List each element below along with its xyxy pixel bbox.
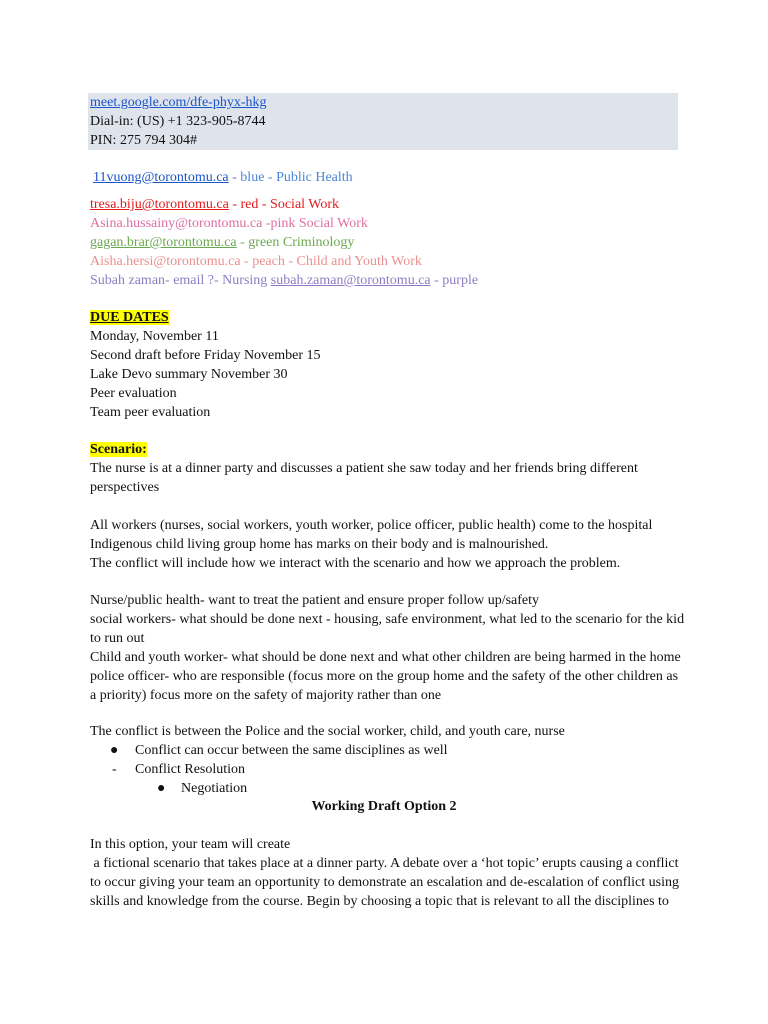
- scenario-text-line: social workers- what should be done next - housing, safe environment, what led to the scenario for the kid: [90, 612, 685, 627]
- meeting-dial-in: Dial-in: (US) +1 323-905-8744: [90, 114, 266, 129]
- contact-line-6: [90, 271, 478, 290]
- conflict-line: The conflict is between the Police and the social worker, child, and youth care, nurse: [90, 724, 565, 739]
- contact-desc-5: - peach - Child and Youth Work: [240, 254, 422, 269]
- scenario-text-line: to run out: [90, 631, 145, 646]
- due-dates-heading: DUE DATES: [90, 310, 169, 325]
- dash-icon: -: [112, 762, 117, 777]
- due-date-item: Team peer evaluation: [90, 405, 211, 420]
- contact-line-1: [93, 168, 353, 187]
- scenario-text-line: Indigenous child living group home has marks on their body and is malnourished.: [90, 537, 549, 552]
- scenario-text-line: The conflict will include how we interact with the scenario and how we approach the problem.: [90, 556, 621, 571]
- scenario-text-line: Nurse/public health- want to treat the patient and ensure proper follow up/safety: [90, 593, 540, 608]
- contact-email-5: Aisha.hersi@torontomu.ca: [90, 254, 241, 269]
- contact-desc-6: - purple: [430, 273, 479, 288]
- dash-text: Conflict Resolution: [135, 762, 246, 777]
- meeting-link[interactable]: meet.google.com/dfe-phyx-hkg: [90, 95, 267, 110]
- working-draft-line: skills and knowledge from the course. Begin by choosing a topic that is relevant to all the disciplines to: [90, 894, 669, 909]
- contact-line-2: [90, 195, 339, 214]
- due-date-item: Monday, November 11: [90, 329, 219, 344]
- working-draft-title: Working Draft Option 2: [311, 799, 457, 814]
- working-draft-line: to occur giving your team an opportunity to demonstrate an escalation and de-escalation of conflict using: [90, 875, 679, 890]
- contact-email-2[interactable]: tresa.biju@torontomu.ca: [90, 197, 229, 212]
- scenario-heading: Scenario:: [90, 442, 147, 457]
- meeting-link-line: [90, 93, 267, 112]
- contact-email-3: Asina.hussainy@torontomu.ca: [90, 216, 263, 231]
- scenario-text-line: Child and youth worker- what should be done next and what other children are being harmed in the home: [90, 650, 681, 665]
- due-date-item: Lake Devo summary November 30: [90, 367, 288, 382]
- due-dates-heading-line: [90, 308, 169, 327]
- scenario-text-line: All workers (nurses, social workers, youth worker, police officer, public health) come to the hospital: [90, 518, 653, 533]
- sub-bullet-text: Negotiation: [181, 781, 248, 796]
- contact-desc-4: - green Criminology: [236, 235, 355, 250]
- contact-email-1[interactable]: 11vuong@torontomu.ca: [93, 170, 229, 185]
- scenario-text-line: police officer- who are responsible (focus more on the group home and the safety of the other children as: [90, 669, 679, 684]
- due-date-item: Second draft before Friday November 15: [90, 348, 321, 363]
- contact-line-5: [90, 252, 422, 271]
- contact-desc-1: - blue - Public Health: [228, 170, 353, 185]
- contact-email-6[interactable]: subah.zaman@torontomu.ca: [270, 273, 431, 288]
- scenario-text-line: perspectives: [90, 480, 160, 495]
- contact-email-4[interactable]: gagan.brar@torontomu.ca: [90, 235, 237, 250]
- contact-line-4: [90, 233, 354, 252]
- scenario-text-line: a priority) focus more on the safety of majority rather than one: [90, 688, 442, 703]
- due-date-item: Peer evaluation: [90, 386, 177, 401]
- bullet-text: Conflict can occur between the same disciplines as well: [135, 743, 448, 758]
- meeting-pin: PIN: 275 794 304#: [90, 133, 197, 148]
- contact-prefix-6: Subah zaman- email ?- Nursing: [90, 273, 271, 288]
- contact-desc-3: -pink Social Work: [262, 216, 368, 231]
- bullet-icon: ●: [110, 743, 119, 758]
- scenario-text-line: The nurse is at a dinner party and discusses a patient she saw today and her friends bring different: [90, 461, 638, 476]
- working-draft-line: In this option, your team will create: [90, 837, 291, 852]
- working-draft-line: a fictional scenario that takes place at a dinner party. A debate over a ‘hot topic’ erupts causing a conflict: [90, 856, 679, 871]
- contact-line-3: [90, 214, 368, 233]
- scenario-heading-line: [90, 440, 147, 459]
- sub-bullet-icon: ●: [157, 781, 166, 796]
- contact-desc-2: - red - Social Work: [228, 197, 340, 212]
